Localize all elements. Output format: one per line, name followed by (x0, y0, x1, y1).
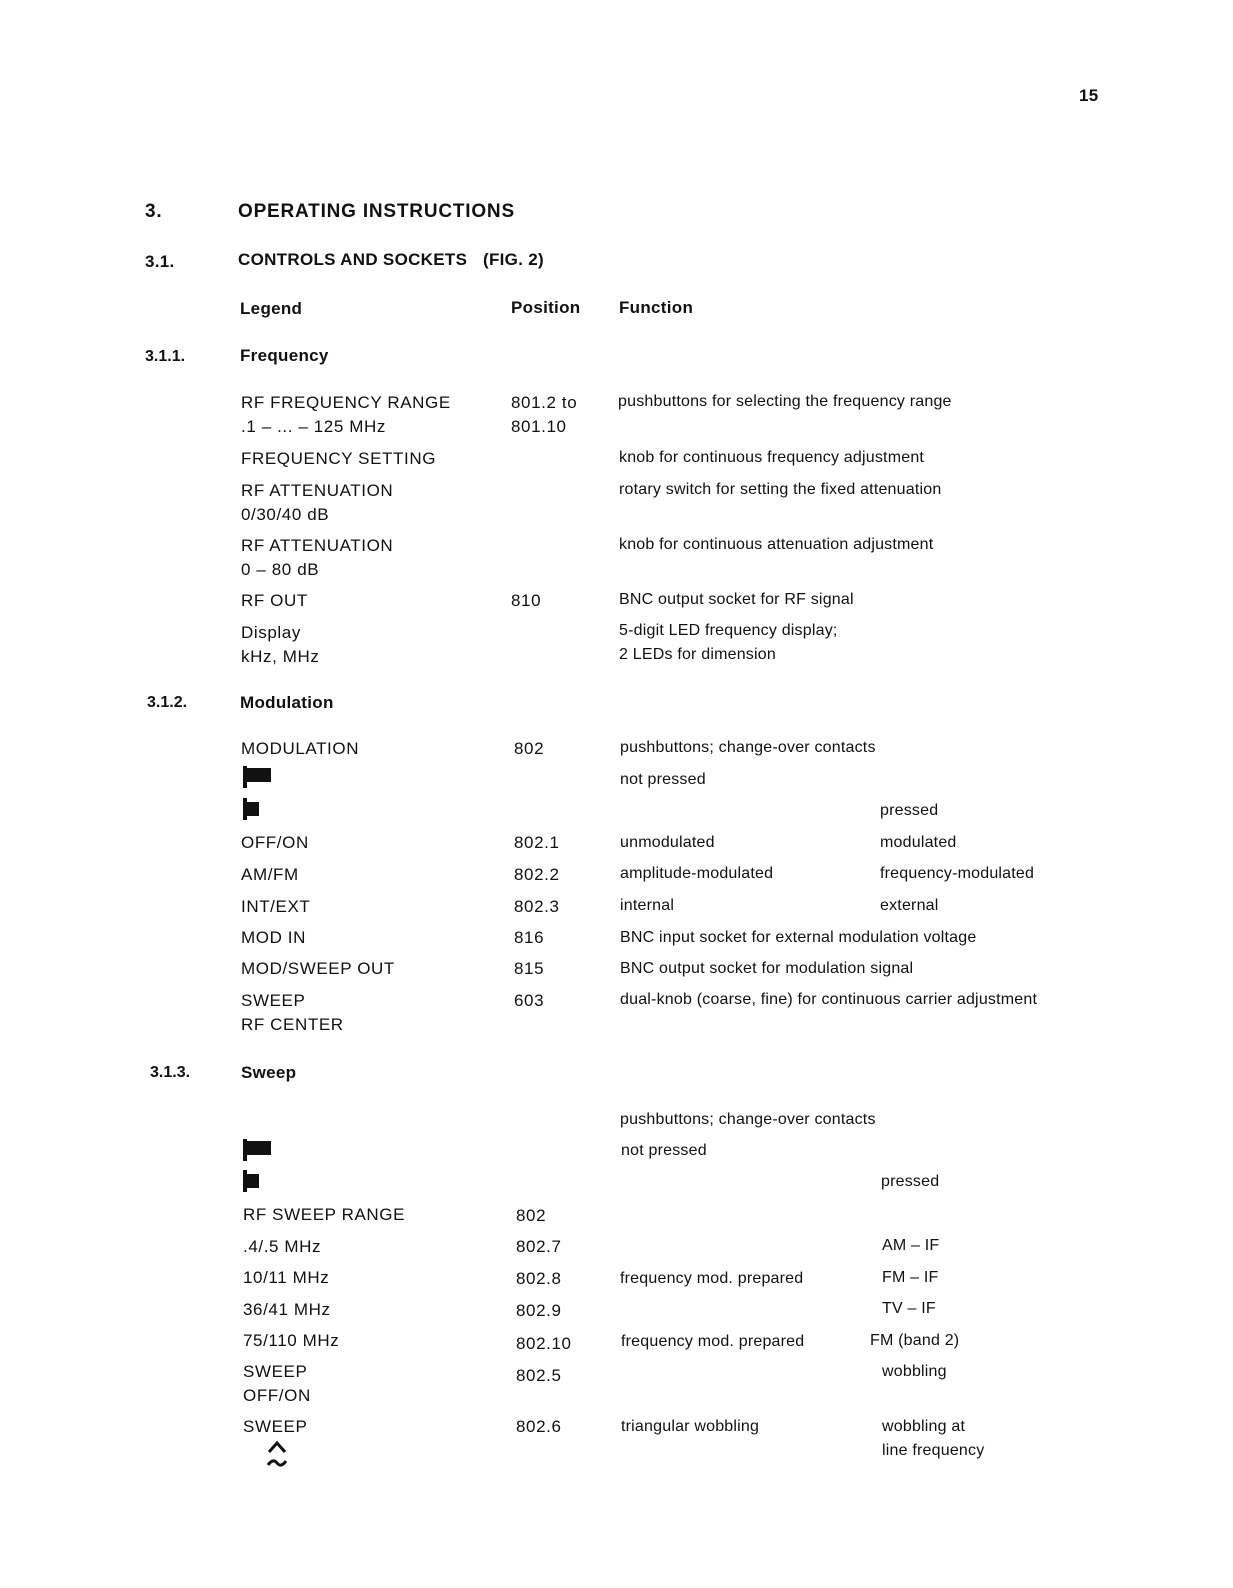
position-cell: 801.2 to (511, 393, 578, 412)
legend-cell: 0/30/40 dB (241, 505, 330, 524)
subsection-number: 3.1.1. (145, 348, 186, 365)
legend-cell: .4/.5 MHz (243, 1237, 322, 1256)
section-figure-ref: (FIG. 2) (483, 250, 544, 269)
position-cell: 802.10 (516, 1334, 572, 1353)
legend-cell: FREQUENCY SETTING (241, 449, 437, 468)
function-off-cell: amplitude-modulated (620, 865, 774, 882)
function-cell: dual-knob (coarse, fine) for continuous carrier adjustment (620, 991, 1038, 1008)
position-cell: 802.5 (516, 1366, 562, 1385)
header-legend: Legend (240, 299, 303, 318)
position-cell: 816 (514, 928, 545, 947)
legend-cell: 36/41 MHz (243, 1300, 331, 1319)
legend-cell: OFF/ON (243, 1386, 311, 1405)
legend-cell: SWEEP (241, 991, 306, 1010)
position-cell: 802.7 (516, 1237, 562, 1256)
waveform-symbol-icon (264, 1438, 294, 1472)
function-cell: pushbuttons for selecting the frequency range (618, 393, 952, 410)
function-on-cell: modulated (880, 834, 957, 851)
function-cell: pushbuttons; change-over contacts (620, 1111, 876, 1128)
function-on-cell: wobbling (882, 1363, 947, 1380)
function-on-cell: wobbling at (882, 1418, 966, 1435)
subsection-title: Modulation (240, 693, 334, 712)
legend-cell: .1 – ... – 125 MHz (241, 417, 386, 436)
position-cell: 810 (511, 591, 542, 610)
subsection-number: 3.1.3. (150, 1064, 191, 1081)
legend-cell: SWEEP (243, 1362, 308, 1381)
function-cell: 2 LEDs for dimension (619, 646, 776, 663)
chapter-title: OPERATING INSTRUCTIONS (238, 201, 515, 222)
position-cell: 802.3 (514, 897, 560, 916)
position-cell: 802.6 (516, 1417, 562, 1436)
legend-cell: OFF/ON (241, 833, 309, 852)
legend-cell: RF OUT (241, 591, 308, 610)
function-on-cell: external (880, 897, 939, 914)
function-off-cell: triangular wobbling (621, 1418, 760, 1435)
legend-cell: MODULATION (241, 739, 360, 758)
function-cell: BNC output socket for modulation signal (620, 960, 914, 977)
position-cell: 802.2 (514, 865, 560, 884)
legend-cell: AM/FM (241, 865, 299, 884)
function-off-cell: frequency mod. prepared (620, 1270, 804, 1287)
legend-cell: RF FREQUENCY RANGE (241, 393, 451, 412)
function-cell: knob for continuous frequency adjustment (619, 449, 925, 466)
function-on-cell: line frequency (882, 1442, 985, 1459)
legend-cell: MOD/SWEEP OUT (241, 959, 395, 978)
function-cell: pushbuttons; change-over contacts (620, 739, 876, 756)
position-cell: 802.8 (516, 1269, 562, 1288)
subsection-title: Sweep (241, 1063, 297, 1082)
subsection-title: Frequency (240, 346, 329, 365)
position-cell: 603 (514, 991, 545, 1010)
function-off-cell: frequency mod. prepared (621, 1333, 805, 1350)
function-on-cell: FM (band 2) (870, 1332, 960, 1349)
function-on-cell: frequency-modulated (880, 865, 1035, 882)
legend-cell: 75/110 MHz (243, 1331, 340, 1350)
position-cell: 802 (514, 739, 545, 758)
position-cell: 802.1 (514, 833, 560, 852)
header-function: Function (619, 298, 694, 317)
pressed-label: pressed (881, 1173, 940, 1190)
section-number: 3.1. (145, 252, 175, 271)
legend-cell: RF CENTER (241, 1015, 344, 1034)
legend-cell: RF ATTENUATION (241, 536, 394, 555)
function-on-cell: AM – IF (882, 1237, 940, 1254)
not-pressed-label: not pressed (621, 1142, 707, 1159)
function-cell: 5-digit LED frequency display; (619, 622, 838, 639)
not-pressed-label: not pressed (620, 771, 706, 788)
position-cell: 802.9 (516, 1301, 562, 1320)
pressed-icon (243, 798, 273, 820)
function-cell: BNC input socket for external modulation voltage (620, 929, 977, 946)
function-cell: rotary switch for setting the fixed attenuation (619, 481, 942, 498)
function-on-cell: TV – IF (882, 1300, 936, 1317)
section-title: CONTROLS AND SOCKETS (238, 250, 468, 269)
not-pressed-icon (243, 1139, 273, 1161)
subsection-number: 3.1.2. (147, 694, 188, 711)
function-off-cell: unmodulated (620, 834, 715, 851)
function-off-cell: internal (620, 897, 675, 914)
legend-cell: RF ATTENUATION (241, 481, 394, 500)
legend-cell: INT/EXT (241, 897, 311, 916)
pressed-icon (243, 1170, 273, 1192)
chapter-number: 3. (145, 201, 163, 222)
legend-cell: kHz, MHz (241, 647, 320, 666)
legend-cell: 0 – 80 dB (241, 560, 320, 579)
function-cell: knob for continuous attenuation adjustment (619, 536, 934, 553)
not-pressed-icon (243, 766, 273, 788)
function-cell: BNC output socket for RF signal (619, 591, 854, 608)
legend-cell: 10/11 MHz (243, 1268, 330, 1287)
header-position: Position (511, 298, 581, 317)
function-on-cell: FM – IF (882, 1269, 939, 1286)
legend-cell: SWEEP (243, 1417, 308, 1436)
pressed-label: pressed (880, 802, 939, 819)
position-cell: 802 (516, 1206, 547, 1225)
position-cell: 801.10 (511, 417, 567, 436)
legend-cell: MOD IN (241, 928, 306, 947)
position-cell: 815 (514, 959, 545, 978)
page-number: 15 (1079, 86, 1099, 105)
legend-cell: RF SWEEP RANGE (243, 1205, 406, 1224)
legend-cell: Display (241, 623, 301, 642)
